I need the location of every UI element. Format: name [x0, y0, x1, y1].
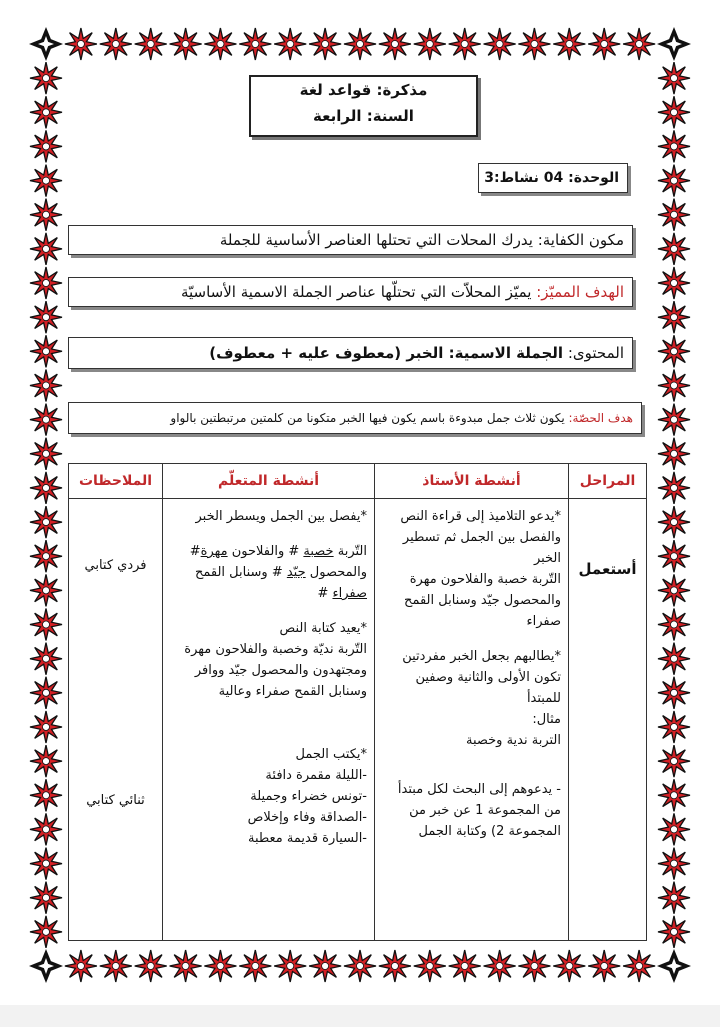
- table-row: [69, 499, 647, 941]
- learner-word: والمحصول: [309, 565, 367, 580]
- competence-text: يدرك المحلات التي تحتلها العناصر الأساسية للجملة: [219, 231, 533, 249]
- teacher-line: التّربة خصبة والفلاحون مهرة: [409, 572, 561, 587]
- border-star: [658, 540, 690, 572]
- unit-box: [478, 163, 628, 193]
- border-star: [30, 165, 62, 197]
- border-star: [553, 28, 585, 60]
- border-star: [239, 950, 271, 982]
- objective-box: [68, 277, 633, 307]
- lesson-title: مذكرة: قواعد لغة: [299, 81, 428, 99]
- border-star: [658, 882, 690, 914]
- border-star: [658, 370, 690, 402]
- learner-word: # وسنابل القمح: [194, 565, 283, 580]
- lesson-goal-text: يكون ثلاث جمل مبدوءة باسم يكون فيها الخبر متكونا من كلمتين مرتبطتين بالواو: [170, 411, 565, 425]
- corner-ornament: [29, 27, 63, 61]
- border-star: [658, 267, 690, 299]
- learner-word: #: [317, 586, 329, 601]
- border-star: [309, 28, 341, 60]
- border-star: [484, 28, 516, 60]
- border-star: [658, 335, 690, 367]
- border-star: [30, 62, 62, 94]
- learner-line: [170, 583, 367, 604]
- border-star: [30, 677, 62, 709]
- learner-line: [170, 541, 367, 562]
- border-star: [658, 779, 690, 811]
- border-star: [30, 848, 62, 880]
- border-star: [30, 472, 62, 504]
- border-star: [309, 950, 341, 982]
- header-learner: أنشطة المتعلّم: [163, 464, 375, 499]
- border-star: [30, 643, 62, 675]
- note-pair: ثنائي كتابي: [86, 793, 145, 808]
- learner-line: *يفصل بين الجمل ويسطر الخبر: [195, 509, 367, 524]
- border-star: [588, 28, 620, 60]
- border-star: [658, 711, 690, 743]
- header-teacher: أنشطة الأستاذ: [375, 464, 569, 499]
- border-star: [658, 472, 690, 504]
- border-star: [30, 609, 62, 641]
- border-star: [518, 950, 550, 982]
- lesson-goal-box: [68, 402, 642, 434]
- teacher-line: من المجموعة 1 عن خبر من: [409, 803, 561, 818]
- border-star: [658, 404, 690, 436]
- teacher-line: الخبر: [533, 551, 561, 566]
- border-star: [30, 233, 62, 265]
- teacher-line: المجموعة 2) وكتابة الجمل: [418, 824, 561, 839]
- corner-ornament: [29, 949, 63, 983]
- border-star: [30, 779, 62, 811]
- stage-name: أستعمل: [578, 560, 637, 578]
- border-star: [30, 267, 62, 299]
- border-star: [518, 28, 550, 60]
- border-star: [30, 438, 62, 470]
- border-star: [623, 28, 655, 60]
- border-star: [553, 950, 585, 982]
- border-star: [170, 28, 202, 60]
- border-star: [623, 950, 655, 982]
- learner-line: وسنابل القمح صفراء وعالية: [218, 684, 367, 699]
- header-stages: المراحل: [569, 464, 647, 499]
- learner-line: -الليلة مقمرة دافئة: [265, 768, 367, 783]
- border-star: [30, 301, 62, 333]
- content-box: [68, 337, 633, 369]
- border-star: [100, 28, 132, 60]
- border-star: [30, 574, 62, 606]
- border-star: [344, 950, 376, 982]
- teacher-line: صفراء: [526, 614, 561, 629]
- table-header-row: [69, 464, 647, 499]
- header-notes: الملاحظات: [69, 464, 163, 499]
- stage-cell: [569, 499, 647, 941]
- title-box: [249, 75, 478, 137]
- border-star: [30, 745, 62, 777]
- teacher-line: التربة ندية وخصبة: [465, 733, 561, 748]
- border-star: [65, 28, 97, 60]
- border-star: [204, 950, 236, 982]
- border-star: [274, 950, 306, 982]
- border-star: [449, 950, 481, 982]
- border-star: [274, 28, 306, 60]
- border-star: [344, 28, 376, 60]
- border-star: [30, 813, 62, 845]
- learner-word: #: [189, 544, 201, 559]
- border-star: [30, 711, 62, 743]
- competence-label: مكون الكفاية:: [537, 231, 624, 249]
- border-star: [658, 745, 690, 777]
- border-star: [65, 950, 97, 982]
- underlined-predicate: جيّد: [286, 565, 306, 580]
- border-star: [30, 540, 62, 572]
- objective-text: يميّز المحلاّت التي تحتلّها عناصر الجملة الاسمية الأساسيّة: [180, 283, 532, 301]
- border-star: [379, 950, 411, 982]
- lesson-plan-table: [68, 463, 647, 941]
- teacher-line: والفصل بين الجمل ثم تسطير: [402, 530, 561, 545]
- underlined-predicate: خصبة: [303, 544, 334, 559]
- teacher-line: والمحصول جيّد وسنابل القمح: [404, 593, 561, 608]
- border-star: [30, 199, 62, 231]
- border-star: [588, 950, 620, 982]
- teacher-line: *يدعو التلاميذ إلى قراءة النص: [400, 509, 561, 524]
- border-star: [414, 950, 446, 982]
- objective-label: الهدف المميّز:: [536, 283, 624, 301]
- border-star: [379, 28, 411, 60]
- border-star: [30, 370, 62, 402]
- underlined-predicate: مهرة: [200, 544, 228, 559]
- border-star: [239, 28, 271, 60]
- border-star: [30, 506, 62, 538]
- border-star: [204, 28, 236, 60]
- learner-line: [170, 562, 367, 583]
- border-star: [30, 96, 62, 128]
- teacher-activities-cell: [375, 499, 569, 941]
- learner-line: -الصداقة وفاء وإخلاص: [247, 810, 367, 825]
- teacher-line: *يطالبهم بجعل الخبر مفردتين: [402, 649, 561, 664]
- underlined-predicate: صفراء: [332, 586, 367, 601]
- border-star: [658, 813, 690, 845]
- border-star: [30, 404, 62, 436]
- border-star: [658, 96, 690, 128]
- school-year: السنة: الرابعة: [313, 107, 414, 125]
- competence-box: [68, 225, 633, 255]
- content-text: الجملة الاسمية: الخبر (معطوف عليه + معطوف): [209, 344, 564, 362]
- border-star: [658, 62, 690, 94]
- learner-word: التّربة: [337, 544, 367, 559]
- border-star: [135, 28, 167, 60]
- notes-cell: [69, 499, 163, 941]
- lesson-goal-label: هدف الحصّة:: [568, 411, 633, 425]
- border-star: [658, 916, 690, 948]
- border-star: [658, 233, 690, 265]
- border-star: [658, 609, 690, 641]
- teacher-line: تكون الأولى والثانية وصفين: [415, 670, 561, 685]
- border-star: [484, 950, 516, 982]
- border-star: [30, 916, 62, 948]
- learner-line: *يعيد كتابة النص: [279, 621, 367, 636]
- border-star: [658, 199, 690, 231]
- border-star: [30, 335, 62, 367]
- corner-ornament: [657, 27, 691, 61]
- learner-line: -السيارة قديمة معطبة: [247, 831, 367, 846]
- learner-line: ومجتهدون والمحصول جيّد ووافر: [194, 663, 367, 678]
- border-star: [658, 574, 690, 606]
- border-star: [100, 950, 132, 982]
- border-star: [658, 677, 690, 709]
- border-star: [135, 950, 167, 982]
- border-star: [30, 130, 62, 162]
- teacher-line: للمبتدأ: [526, 691, 561, 706]
- learner-line: التّربة نديّة وخصبة والفلاحون مهرة: [184, 642, 367, 657]
- content-label: المحتوى:: [567, 344, 624, 362]
- border-star: [170, 950, 202, 982]
- learner-word: # والفلاحون: [231, 544, 300, 559]
- border-star: [30, 882, 62, 914]
- corner-ornament: [657, 949, 691, 983]
- learner-line: *يكتب الجمل: [295, 747, 367, 762]
- border-star: [449, 28, 481, 60]
- border-star: [658, 165, 690, 197]
- teacher-line: مثال:: [532, 712, 561, 727]
- border-star: [658, 438, 690, 470]
- border-star: [658, 506, 690, 538]
- note-individual: فردي كتابي: [84, 558, 147, 573]
- teacher-line: - يدعوهم إلى البحث لكل مبتدأ: [397, 782, 561, 797]
- border-star: [658, 130, 690, 162]
- border-star: [658, 848, 690, 880]
- unit-label: الوحدة: 04 نشاط:3: [484, 170, 619, 186]
- border-star: [658, 643, 690, 675]
- learner-line: -تونس خضراء وجميلة: [250, 789, 367, 804]
- border-star: [658, 301, 690, 333]
- border-star: [414, 28, 446, 60]
- learner-activities-cell: [163, 499, 375, 941]
